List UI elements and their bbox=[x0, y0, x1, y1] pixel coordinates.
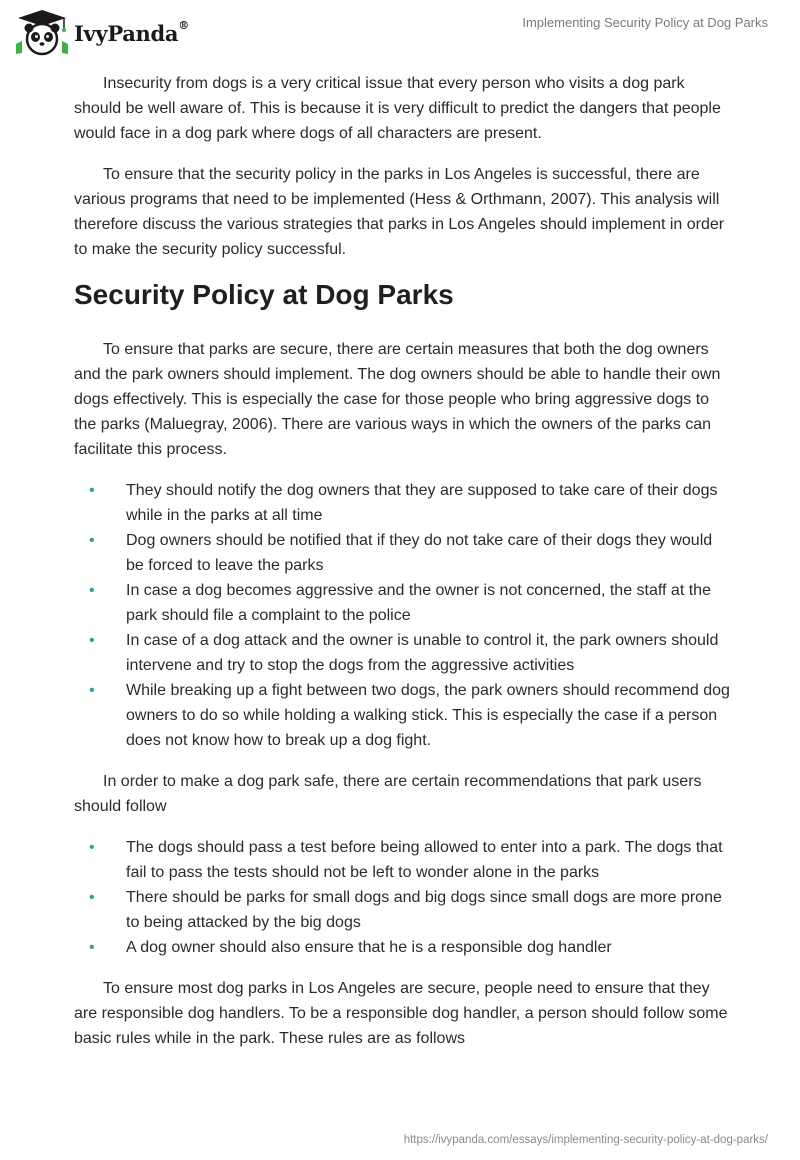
list-item: • While breaking up a fight between two dogs, the park owners should recommend dog owners to do so while holding a walking stick. This is especially the case if a person does not know how to break up a dog fight. bbox=[74, 678, 734, 753]
document-title: Implementing Security Policy at Dog Parks bbox=[522, 15, 768, 30]
list-item: • A dog owner should also ensure that he is a responsible dog handler bbox=[74, 935, 734, 960]
list-item: • The dogs should pass a test before being allowed to enter into a park. The dogs that fail to pass the tests should not be left to wonder alone in the parks bbox=[74, 835, 734, 885]
section-heading: Security Policy at Dog Parks bbox=[74, 279, 454, 310]
bullet-icon: • bbox=[89, 632, 95, 649]
bullet-icon: • bbox=[89, 839, 95, 856]
brand-logo[interactable] bbox=[14, 8, 189, 58]
list-item: • In case a dog becomes aggressive and the owner is not concerned, the staff at the park should file a complaint to the police bbox=[74, 578, 734, 628]
bullet-list bbox=[74, 478, 734, 753]
list-item: • In case of a dog attack and the owner is unable to control it, the park owners should intervene and try to stop the dogs from the aggressive activities bbox=[74, 628, 734, 678]
brand-name: IvyPanda® bbox=[74, 18, 189, 46]
bullet-icon: • bbox=[89, 482, 95, 499]
bullet-icon: • bbox=[89, 889, 95, 906]
list-item: • Dog owners should be notified that if they do not take care of their dogs they would be forced to leave the parks bbox=[74, 528, 734, 578]
bullet-icon: • bbox=[89, 582, 95, 599]
essay-body bbox=[74, 71, 734, 1067]
bullet-icon: • bbox=[89, 939, 95, 956]
paragraph: In order to make a dog park safe, there are certain recommendations that park users should follow bbox=[74, 773, 702, 815]
list-item: • They should notify the dog owners that they are supposed to take care of their dogs while in the parks at all time bbox=[74, 478, 734, 528]
list-item: • There should be parks for small dogs and big dogs since small dogs are more prone to being attacked by the big dogs bbox=[74, 885, 734, 935]
panda-logo-icon bbox=[14, 8, 70, 58]
bullet-icon: • bbox=[89, 682, 95, 699]
bullet-icon: • bbox=[89, 532, 95, 549]
source-url-link[interactable]: https://ivypanda.com/essays/implementing-security-policy-at-dog-parks/ bbox=[403, 1134, 768, 1146]
paragraph: Insecurity from dogs is a very critical issue that every person who visits a dog park should be well aware of. This is because it is very difficult to predict the dangers that people would face in a dog park where dogs of all characters are present. bbox=[74, 75, 721, 142]
bullet-list bbox=[74, 835, 734, 960]
paragraph: To ensure that parks are secure, there are certain measures that both the dog owners and the park owners should implement. The dog owners should be able to handle their own dogs effectively. This is especially the case for those people who bring aggressive dogs to the parks (Maluegray, 2006). There are various ways in which the owners of the parks can facilitate this process. bbox=[74, 341, 721, 458]
page-header bbox=[0, 0, 800, 70]
paragraph: To ensure that the security policy in the parks in Los Angeles is successful, there are various programs that need to be implemented (Hess & Orthmann, 2007). This analysis will therefore discuss the various strategies that parks in Los Angeles should implement in order to make the security policy successful. bbox=[74, 166, 725, 258]
paragraph: To ensure most dog parks in Los Angeles are secure, people need to ensure that they are responsible dog handlers. To be a responsible dog handler, a person should follow some basic rules while in the park. These rules are as follows bbox=[74, 980, 728, 1047]
